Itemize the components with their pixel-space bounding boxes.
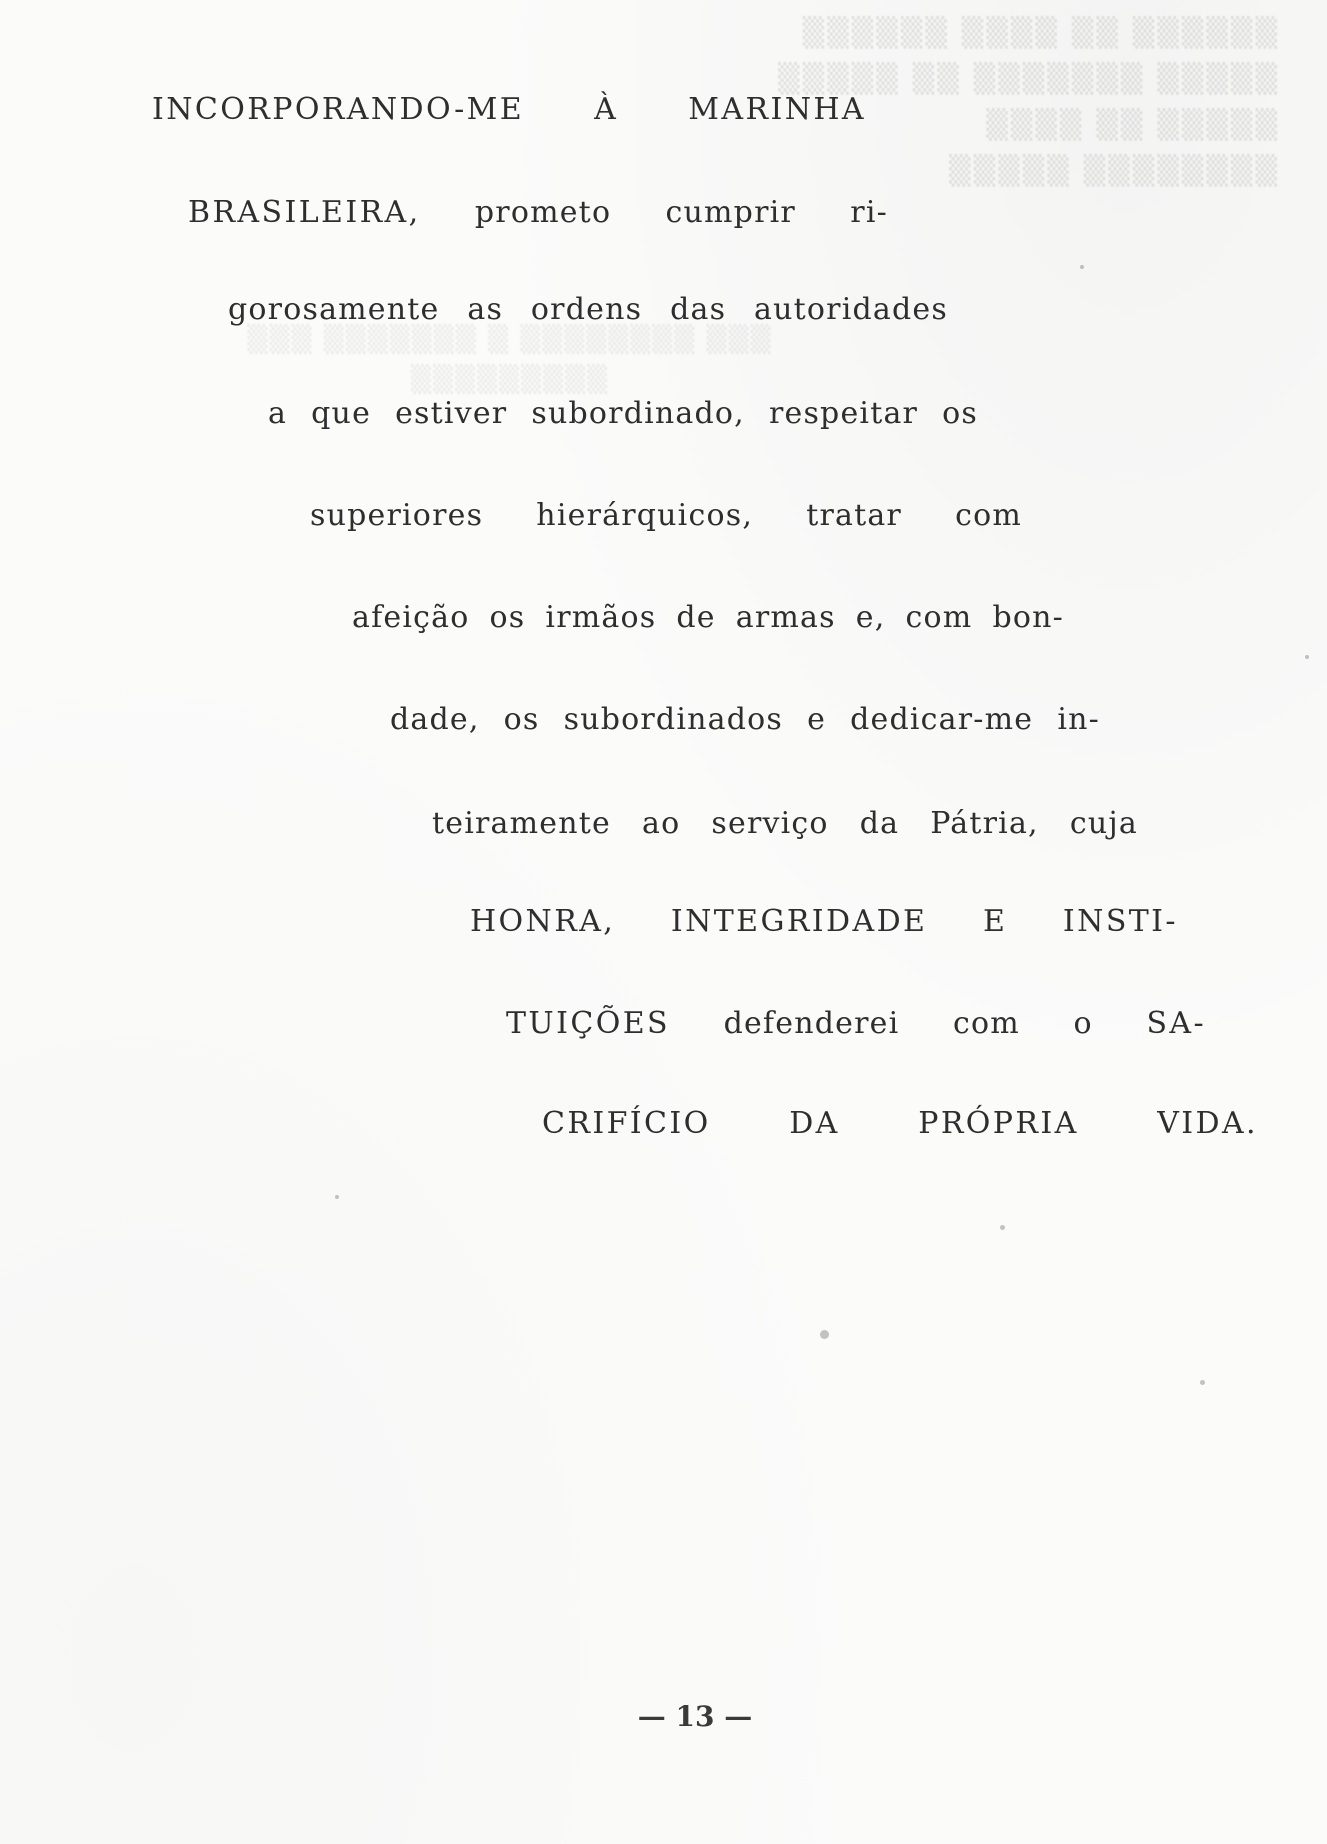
word: afeição (352, 600, 470, 635)
word: ao (642, 806, 681, 841)
paper-speck (1200, 1380, 1205, 1385)
word: cumprir (665, 195, 796, 230)
word: da (859, 806, 900, 841)
word: gorosamente (228, 292, 440, 327)
paper-speck (820, 1330, 829, 1339)
word: das (670, 292, 727, 327)
word: e, (855, 600, 886, 635)
word: subordinados (563, 702, 783, 737)
word: DA (789, 1106, 840, 1141)
word: SA- (1146, 1006, 1206, 1041)
word: ri- (850, 195, 888, 230)
oath-line (152, 92, 866, 127)
paper-speck (1080, 265, 1084, 269)
page-number: — 13 — (637, 1700, 753, 1733)
word: dade, (390, 702, 480, 737)
word: VIDA. (1157, 1106, 1258, 1141)
word: com (953, 1006, 1020, 1041)
word: ordens (530, 292, 643, 327)
paper-speck (1000, 1225, 1005, 1230)
word: INSTI- (1062, 904, 1178, 939)
word: bon- (992, 600, 1064, 635)
word: superiores (310, 498, 484, 533)
word: dedicar-me (850, 702, 1034, 737)
word: que (311, 396, 372, 431)
word: os (503, 702, 540, 737)
word: INCORPORANDO-ME (152, 92, 525, 127)
oath-line (228, 292, 948, 327)
word: E (982, 904, 1008, 939)
word: teiramente (432, 806, 611, 841)
word: MARINHA (688, 92, 866, 127)
word: tratar (806, 498, 902, 533)
word: Pátria, (930, 806, 1039, 841)
word: INTEGRIDADE (670, 904, 928, 939)
word: de (676, 600, 716, 635)
oath-line (310, 498, 1022, 533)
word: e (807, 702, 827, 737)
word: as (467, 292, 504, 327)
oath-line (432, 806, 1138, 841)
word: irmãos (545, 600, 657, 635)
word: CRIFÍCIO (542, 1106, 711, 1141)
word: a (268, 396, 288, 431)
word: prometo (474, 195, 612, 230)
paper-speck (335, 1195, 339, 1199)
word: armas (735, 600, 836, 635)
word: respeitar (768, 396, 919, 431)
word: À (594, 92, 619, 127)
show-through-text: ▒▒▒▒▒▒ ▒▒▒▒ ▒▒ ▒▒▒▒▒▒ ▒▒▒▒▒ ▒▒ ▒▒▒▒▒▒▒ ▒▒▒▒▒ ▒▒▒▒ ▒▒ ▒▒▒▒▒ ▒▒▒▒▒ ▒▒▒▒▒▒▒▒ (778, 16, 1280, 187)
word: hierárquicos, (536, 498, 754, 533)
word: autoridades (754, 292, 948, 327)
oath-line (470, 904, 1178, 939)
word: BRASILEIRA, (188, 195, 421, 230)
paper-speck (1305, 655, 1309, 659)
word: TUIÇÕES (506, 1006, 670, 1041)
show-through-text: ▒▒▒ ▒▒▒▒▒▒▒ ▒ ▒▒▒▒▒▒▒▒ ▒▒▒ ▒▒▒▒▒▒▒▒▒ (247, 325, 773, 395)
word: com (955, 498, 1022, 533)
word: com (905, 600, 973, 635)
word: o (1073, 1006, 1093, 1041)
word: estiver (395, 396, 508, 431)
word: os (942, 396, 978, 431)
oath-line (542, 1106, 1258, 1141)
word: defenderei (723, 1006, 900, 1041)
word: os (489, 600, 526, 635)
oath-line (352, 600, 1064, 635)
oath-line (188, 195, 888, 230)
word: serviço (711, 806, 829, 841)
oath-line (268, 396, 978, 431)
word: in- (1057, 702, 1100, 737)
word: HONRA, (470, 904, 616, 939)
oath-line (390, 702, 1100, 737)
word: subordinado, (531, 396, 745, 431)
word: PRÓPRIA (918, 1106, 1079, 1141)
word: cuja (1069, 806, 1138, 841)
oath-line (506, 1006, 1206, 1041)
